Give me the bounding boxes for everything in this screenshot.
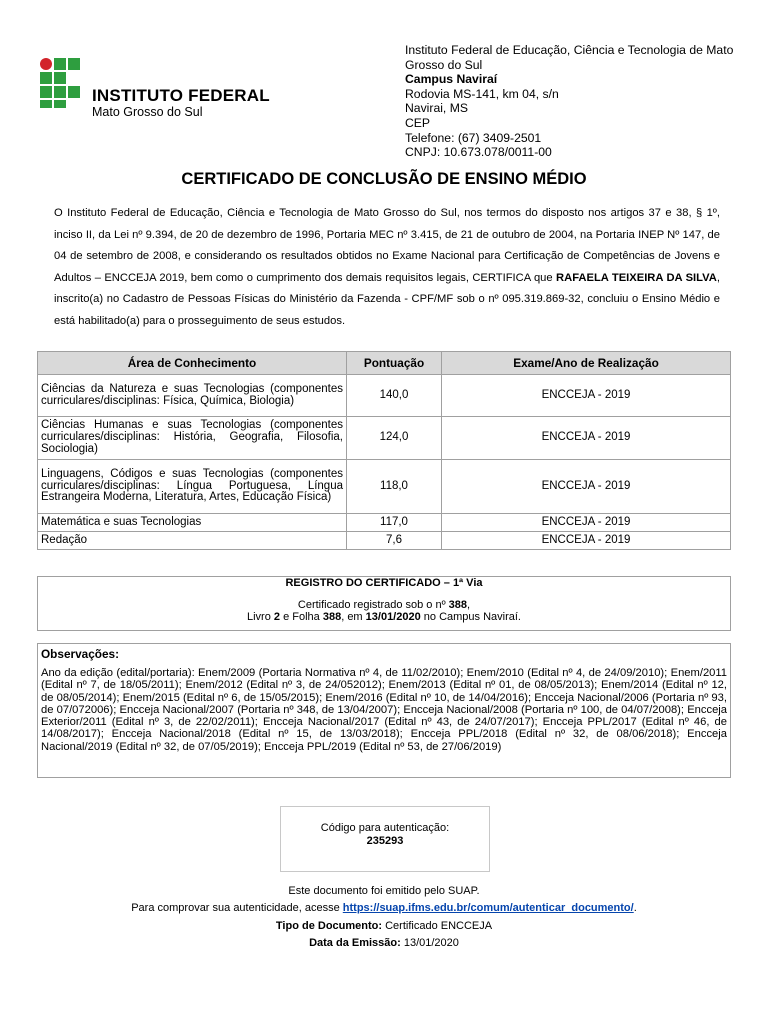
certificate-body (54, 203, 720, 333)
book-number: 2 (273, 611, 281, 623)
document-title: CERTIFICADO DE CONCLUSÃO DE ENSINO MÉDIO (181, 170, 587, 188)
exam-cell: ENCCEJA - 2019 (442, 375, 731, 417)
exam-cell: ENCCEJA - 2019 (442, 460, 731, 514)
exam-cell: ENCCEJA - 2019 (442, 514, 731, 532)
table-row (38, 514, 731, 532)
area-cell: Linguagens, Códigos e suas Tecnologias (componentes curriculares/disciplinas: Língua Portuguesa, Língua Estrangeira Moderna, Literatura, Artes, Educação Física) (38, 460, 347, 514)
authentication-label: Código para autenticação: (320, 822, 450, 834)
page-number: 388 (322, 611, 342, 623)
table-row (38, 375, 731, 417)
campus-name: Campus Naviraí (405, 72, 498, 87)
observations-heading: Observações: (41, 647, 120, 661)
registration-line-1: Certificado registrado sob o nº 388, (297, 599, 471, 611)
observations-box (37, 643, 731, 778)
institution-logo (40, 58, 280, 120)
area-cell: Ciências Humanas e suas Tecnologias (componentes curriculares/disciplinas: História, Geografia, Filosofia, Sociologia) (38, 417, 347, 460)
footer-document-type: Tipo de Documento: Certificado ENCCEJA (275, 919, 493, 932)
footer-issue-date: Data da Emissão: 13/01/2020 (309, 936, 459, 949)
table-row (38, 417, 731, 460)
registration-line-2: Livro 2 e Folha 388, em 13/01/2020 no Campus Naviraí. (247, 611, 521, 623)
area-cell: Redação (38, 532, 347, 550)
registration-number: 388 (448, 599, 468, 611)
document-footer (0, 883, 768, 952)
table-row (38, 460, 731, 514)
institution-address (405, 43, 755, 160)
registration-date: 13/01/2020 (365, 611, 421, 623)
logo-subtitle: Mato Grosso do Sul (92, 105, 203, 119)
cnpj: CNPJ: 10.673.078/0011-00 (405, 145, 552, 160)
phone: Telefone: (67) 3409-2501 (405, 130, 542, 145)
score-cell: 124,0 (347, 417, 442, 460)
header-exam: Exame/Ano de Realização (442, 352, 731, 375)
certificate-registration (37, 576, 731, 631)
score-cell: 118,0 (347, 460, 442, 514)
authentication-code: 235293 (366, 835, 404, 847)
score-cell: 140,0 (347, 375, 442, 417)
registration-heading: REGISTRO DO CERTIFICADO – 1ª Via (285, 577, 483, 589)
score-cell: 7,6 (347, 532, 442, 550)
area-cell: Matemática e suas Tecnologias (38, 514, 347, 532)
cep: CEP (405, 115, 431, 130)
authentication-link[interactable]: https://suap.ifms.edu.br/comum/autenticar_documento/ (342, 902, 634, 915)
score-cell: 117,0 (347, 514, 442, 532)
table-row (38, 532, 731, 550)
logo-mark-icon (40, 58, 84, 110)
footer-verify-line: Para comprovar sua autenticidade, acesse https://suap.ifms.edu.br/comum/autenticar_documento/. (131, 902, 637, 915)
logo-title: INSTITUTO FEDERAL (92, 86, 270, 105)
body-text-before-name: O Instituto Federal de Educação, Ciência e Tecnologia de Mato Grosso do Sul, nos termos do disposto nos artigos 37 e 38, § 1º, inciso II, da Lei nº 9.394, de 20 de dezembro de 1996, Portaria MEC nº 3.415, de 21 de outubro de 2004, na Portaria INEP Nº 147, de 04 de setembro de 2008, e considerando os resultados obtidos no Exame Nacional para Certificação de Competências de Jovens e Adultos – ENCCEJA 2019, bem como o cumprimento dos demais requisitos legais, CERTIFICA que (54, 207, 720, 284)
table-header-row (38, 352, 731, 375)
student-name: RAFAELA TEIXEIRA DA SILVA (556, 271, 717, 284)
exam-cell: ENCCEJA - 2019 (442, 532, 731, 550)
exam-cell: ENCCEJA - 2019 (442, 417, 731, 460)
header-score: Pontuação (347, 352, 442, 375)
grades-table (37, 351, 731, 550)
header-area: Área de Conhecimento (38, 352, 347, 375)
authentication-box (280, 806, 490, 872)
footer-issued-by: Este documento foi emitido pelo SUAP. (288, 885, 480, 897)
institution-name: Instituto Federal de Educação, Ciência e Tecnologia de Mato Grosso do Sul (405, 43, 734, 72)
area-cell: Ciências da Natureza e suas Tecnologias (componentes curriculares/disciplinas: Física, Química, Biologia) (38, 375, 347, 417)
body-text-after-name: , inscrito(a) no Cadastro de Pessoas Físicas do Ministério da Fazenda - CPF/MF sob o nº 095.319.869-32, concluiu o Ensino Médio e está habilitado(a) para o prosseguimento de seus estudos. (54, 271, 720, 327)
city: Navirai, MS (405, 101, 468, 116)
street-address: Rodovia MS-141, km 04, s/n (405, 86, 559, 101)
observations-text: Ano da edição (edital/portaria): Enem/2009 (Portaria Normativa nº 4, de 11/02/2010); Enem/2010 (Edital nº 4, de 24/09/2010); Enem/2011 (Edital nº 7, de 18/05/2011); Enem/2012 (Edital nº 3, de 24/052012); Enem/2013 (Edital nº 01, de 08/05/2013); Enem/2014 (Edital nº 12, de 08/05/2014); Enem/2015 (Edital nº 6, de 15/05/2015); Enem/2016 (Edital nº 10, de 14/04/2016); Encceja Nacional/2006 (Portaria nº 93, de 07/072006); Encceja Nacional/2007 (Portaria nº 348, de 13/04/2007); Encceja Nacional/2008 (Portaria nº 100, de 04/07/2008); Encceja Exterior/2011 (Edital nº 3, de 22/02/2011); Encceja Nacional/2017 (Edital nº 43, de 24/07/2017); Encceja PPL/2017 (Edital nº 46, de 14/08/2017); Encceja Nacional/2018 (Edital nº 15, de 13/03/2018); Encceja PPL/2018 (Edital nº 32, de 08/06/2018); Encceja Nacional/2019 (Edital nº 32, de 07/05/2019); Encceja PPL/2019 (Edital nº 53, de 27/06/2019) (41, 667, 727, 753)
